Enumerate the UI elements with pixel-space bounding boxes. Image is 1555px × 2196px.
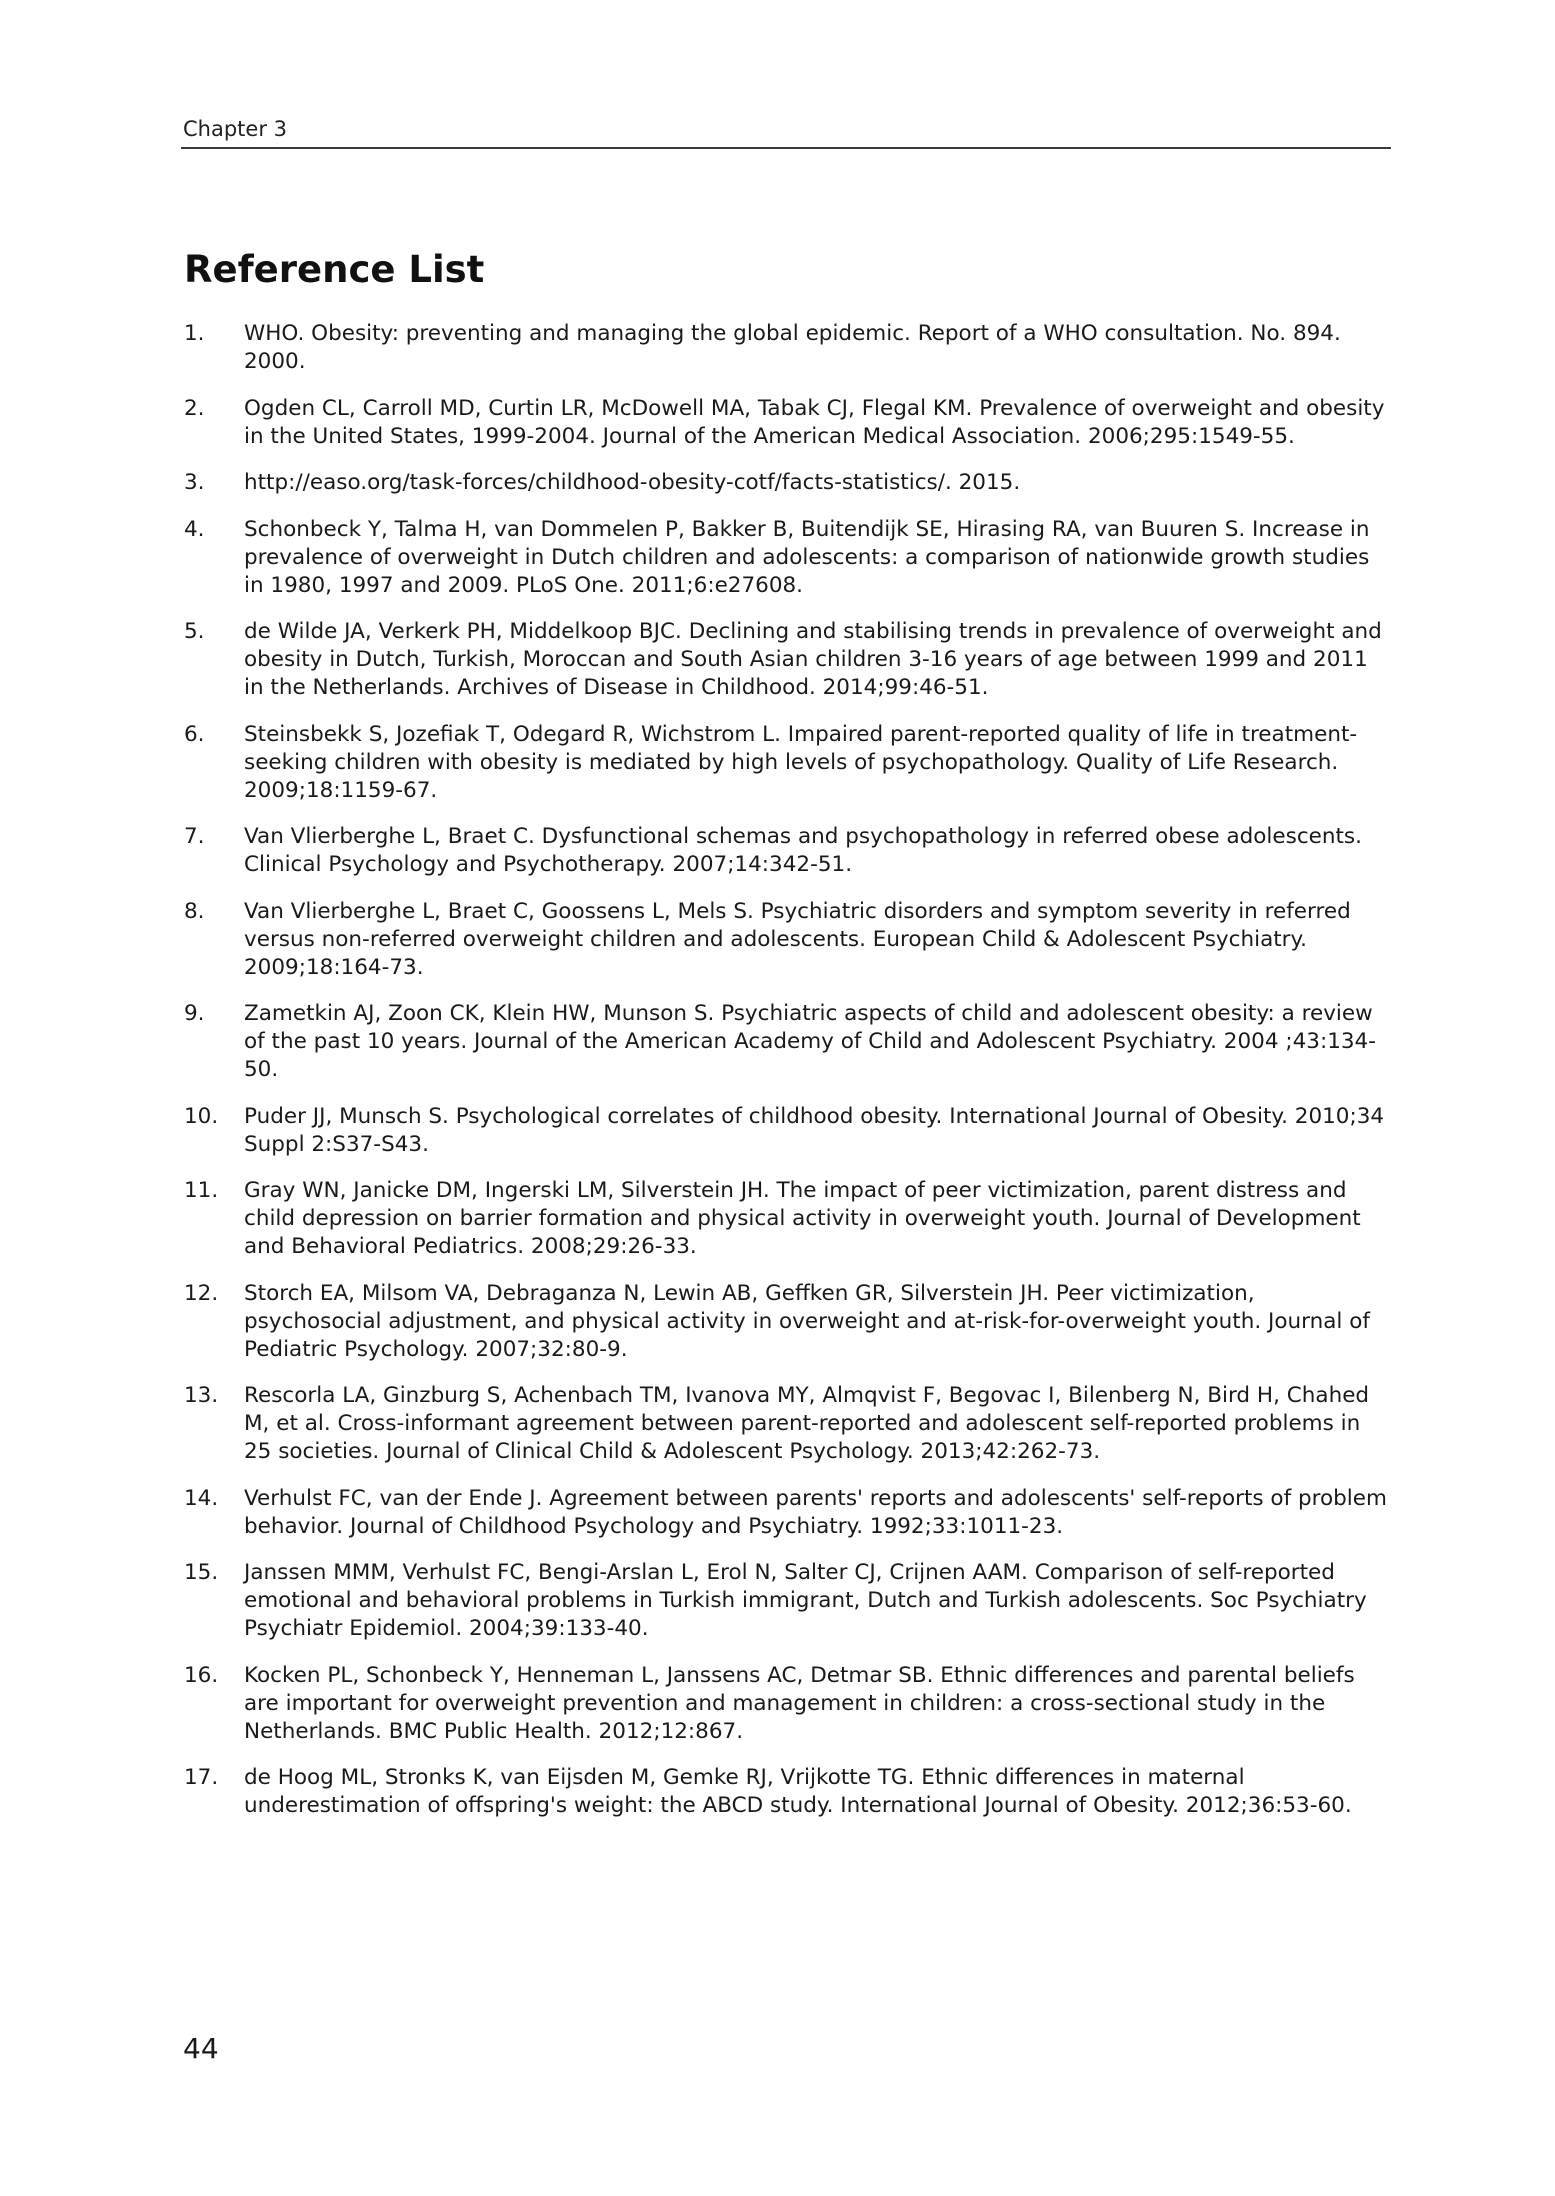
reference-item xyxy=(184,1177,1394,1261)
reference-text: Janssen MMM, Verhulst FC, Bengi-Arslan L, Erol N, Salter CJ, Crijnen AAM. Comparison of self-reported emotional and behavioral problems in Turkish immigrant, Dutch and Turkish adolescents. Soc Psychiatry Psychiatr Epidemiol. 2004;39:133-40. xyxy=(244,1560,1367,1641)
reference-text: Puder JJ, Munsch S. Psychological correlates of childhood obesity. International Journal of Obesity. 2010;34 Suppl 2:S37-S43. xyxy=(244,1103,1385,1157)
reference-item xyxy=(184,618,1394,702)
reference-item xyxy=(184,898,1394,982)
running-header xyxy=(181,115,1391,149)
reference-text: Zametkin AJ, Zoon CK, Klein HW, Munson S. Psychiatric aspects of child and adolescent obesity: a review of the past 10 years. Journal of the American Academy of Child and Adolescent Psychiatry. 2004 ;43:134-50. xyxy=(244,1001,1376,1082)
reference-text: Kocken PL, Schonbeck Y, Henneman L, Janssens AC, Detmar SB. Ethnic differences and parental beliefs are important for overweight prevention and management in children: a cross-sectional study in the Netherlands. BMC Public Health. 2012;12:867. xyxy=(244,1662,1355,1744)
reference-number: 10. xyxy=(184,1103,219,1129)
reference-item xyxy=(184,823,1394,879)
reference-text: Ogden CL, Carroll MD, Curtin LR, McDowell MA, Tabak CJ, Flegal KM. Prevalence of overweight and obesity in the United States, 1999-2004. Journal of the American Medical Association. 2006;295:1549-55. xyxy=(244,395,1385,449)
reference-text: Van Vlierberghe L, Braet C. Dysfunctional schemas and psychopathology in referred obese adolescents. Clinical Psychology and Psychotherapy. 2007;14:342-51. xyxy=(244,824,1362,877)
reference-text: Storch EA, Milsom VA, Debraganza N, Lewin AB, Geffken GR, Silverstein JH. Peer victimization, psychosocial adjustment, and physical activity in overweight and at-risk-for-overweight youth. Journal of Pediatric Psychology. 2007;32:80-9. xyxy=(244,1280,1370,1362)
reference-item xyxy=(184,721,1394,805)
reference-text: de Wilde JA, Verkerk PH, Middelkoop BJC. Declining and stabilising trends in prevalence of overweight and obesity in Dutch, Turkish, Moroccan and South Asian children 3-16 years of age between 1999 and 2011 in the Netherlands. Archives of Disease in Childhood. 2014;99:46-51. xyxy=(244,619,1382,700)
reference-link[interactable]: http://easo.org/task-forces/childhood-obesity-cotf/facts-statistics/. 2015. xyxy=(244,470,1021,495)
reference-number: 15. xyxy=(184,1560,219,1585)
reference-number: 16. xyxy=(184,1662,219,1688)
reference-item xyxy=(184,1559,1394,1643)
reference-item xyxy=(184,320,1394,376)
reference-text: Van Vlierberghe L, Braet C, Goossens L, Mels S. Psychiatric disorders and symptom severity in referred versus non-referred overweight children and adolescents. European Child & Adolescent Psychiatry. 2009;18:164-73. xyxy=(244,898,1351,980)
reference-number: 8. xyxy=(184,898,205,924)
reference-list xyxy=(184,320,1394,1839)
reference-number: 13. xyxy=(184,1383,219,1408)
reference-item xyxy=(184,395,1394,451)
reference-number: 5. xyxy=(184,619,205,644)
reference-text: Rescorla LA, Ginzburg S, Achenbach TM, Ivanova MY, Almqvist F, Begovac I, Bilenberg N, Bird H, Chahed M, et al. Cross-informant agreement between parent-reported and adolescent self-reported problems in 25 societies. Journal of Clinical Child & Adolescent Psychology. 2013;42:262-73. xyxy=(244,1383,1370,1464)
reference-text: de Hoog ML, Stronks K, van Eijsden M, Gemke RJ, Vrijkotte TG. Ethnic differences in maternal underestimation of offspring's weight: the ABCD study. International Journal of Obesity. 2012;36:53-60. xyxy=(244,1765,1352,1818)
reference-number: 12. xyxy=(184,1280,219,1306)
reference-item xyxy=(184,469,1394,497)
reference-number: 6. xyxy=(184,721,205,747)
reference-number: 7. xyxy=(184,824,205,849)
reference-text: Gray WN, Janicke DM, Ingerski LM, Silverstein JH. The impact of peer victimization, parent distress and child depression on barrier formation and physical activity in overweight youth. Journal of Development and Behavioral Pediatrics. 2008;29:26-33. xyxy=(244,1178,1361,1259)
chapter-label: Chapter 3 xyxy=(183,117,287,141)
reference-number: 3. xyxy=(184,470,205,495)
reference-text: WHO. Obesity: preventing and managing the global epidemic. Report of a WHO consultation. No. 894. 2000. xyxy=(244,321,1341,374)
reference-text: Schonbeck Y, Talma H, van Dommelen P, Bakker B, Buitendijk SE, Hirasing RA, van Buuren S. Increase in prevalence of overweight in Dutch children and adolescents: a comparison of nationwide growth studies in 1980, 1997 and 2009. PLoS One. 2011;6:e27608. xyxy=(244,516,1370,598)
reference-number: 1. xyxy=(184,321,205,346)
reference-item xyxy=(184,1103,1394,1159)
reference-number: 2. xyxy=(184,395,205,421)
reference-number: 4. xyxy=(184,516,205,542)
reference-number: 9. xyxy=(184,1001,205,1026)
reference-item xyxy=(184,1485,1394,1541)
reference-number: 11. xyxy=(184,1178,219,1203)
reference-item xyxy=(184,1764,1394,1820)
reference-item xyxy=(184,1000,1394,1084)
reference-number: 14. xyxy=(184,1485,219,1511)
reference-item xyxy=(184,1382,1394,1466)
page-title: Reference List xyxy=(184,248,485,291)
reference-text: Verhulst FC, van der Ende J. Agreement between parents' reports and adolescents' self-reports of problem behavior. Journal of Childhood Psychology and Psychiatry. 1992;33:1011-23. xyxy=(244,1485,1387,1539)
reference-text: Steinsbekk S, Jozefiak T, Odegard R, Wichstrom L. Impaired parent-reported quality of life in treatment-seeking children with obesity is mediated by high levels of psychopathology. Quality of Life Research. 2009;18:1159-67. xyxy=(244,721,1358,803)
reference-number: 17. xyxy=(184,1765,219,1790)
page-number: 44 xyxy=(183,2032,219,2065)
reference-item xyxy=(184,1662,1394,1746)
reference-item xyxy=(184,516,1394,600)
reference-item xyxy=(184,1280,1394,1364)
